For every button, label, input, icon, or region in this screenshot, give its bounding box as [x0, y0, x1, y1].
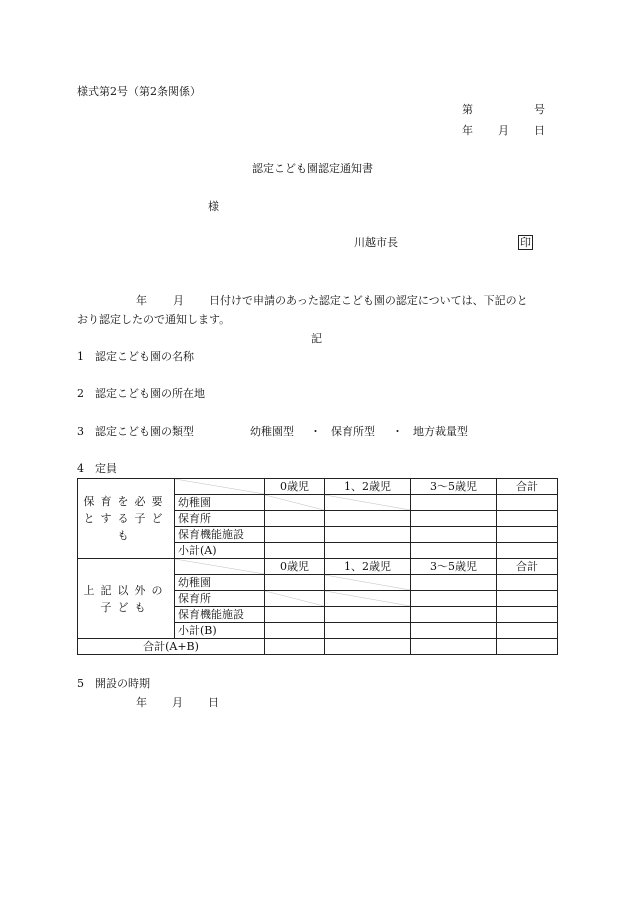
document-title: 認定こども園認定通知書 [252, 162, 373, 175]
cell-empty [411, 623, 497, 639]
section-3-label: 認定こども園の類型 [95, 425, 194, 438]
cell-empty [497, 591, 558, 607]
section-1-number: 1 [77, 350, 84, 363]
group-2-label: 上記以外の子ども [78, 559, 175, 639]
cell-empty [265, 607, 325, 623]
cell-na [265, 591, 325, 607]
date-day: 日 [534, 124, 545, 137]
seal-mark [518, 235, 533, 250]
cell-empty [411, 607, 497, 623]
cell-empty [265, 639, 325, 655]
section-4-number: 4 [77, 462, 84, 475]
cell-empty [325, 639, 411, 655]
cell-empty [265, 543, 325, 559]
cell-empty [497, 607, 558, 623]
type-option-separator: ・ [392, 425, 403, 438]
section-5-label: 開設の時期 [95, 677, 150, 690]
section-2-number: 2 [77, 387, 84, 400]
cell-empty [325, 623, 411, 639]
body-line-2: おり認定したので通知します。 [77, 313, 231, 326]
recipient-suffix: 様 [208, 200, 219, 213]
type-option-separator: ・ [310, 425, 321, 438]
cell-empty [265, 575, 325, 591]
cell-empty [497, 511, 558, 527]
seal-icon: 印 [520, 236, 531, 249]
cell-empty [265, 623, 325, 639]
cell-na [265, 495, 325, 511]
col-header-age-0: 0歳児 [265, 559, 325, 575]
col-header-age-1-2: 1、2歳児 [325, 559, 411, 575]
cell-empty [497, 639, 558, 655]
issuer-name: 川越市長 [354, 236, 398, 249]
cell-empty [497, 575, 558, 591]
opening-year: 年 [136, 696, 147, 709]
body-year: 年 [136, 294, 147, 307]
cell-empty [411, 543, 497, 559]
date-year: 年 [462, 124, 473, 137]
cell-empty [325, 543, 411, 559]
table-row [78, 559, 558, 575]
row-label-nursery: 保育所 [175, 511, 265, 527]
cell-empty [411, 495, 497, 511]
body-month: 月 [173, 294, 184, 307]
capacity-table [77, 478, 558, 655]
cell-empty [325, 527, 411, 543]
cell-empty [265, 527, 325, 543]
row-label-total: 合計(A+B) [78, 639, 265, 655]
section-2-label: 認定こども園の所在地 [95, 387, 205, 400]
ref-number-prefix: 第 [462, 103, 473, 116]
cell-na [325, 591, 411, 607]
cell-empty [497, 623, 558, 639]
cell-empty [411, 511, 497, 527]
form-number: 様式第2号（第2条関係） [77, 85, 201, 98]
row-label-kindergarten: 幼稚園 [175, 495, 265, 511]
row-label-kindergarten: 幼稚園 [175, 575, 265, 591]
ki-heading: 記 [311, 332, 322, 345]
type-option-kindergarten: 幼稚園型 [250, 425, 294, 438]
body-line-1: 日付けで申請のあった認定こども園の認定については、下記のと [209, 294, 528, 307]
opening-month: 月 [172, 696, 183, 709]
cell-empty [325, 607, 411, 623]
cell-empty [411, 527, 497, 543]
cell-empty [497, 527, 558, 543]
col-header-age-0: 0歳児 [265, 479, 325, 495]
opening-day: 日 [208, 696, 219, 709]
col-header-age-3-5: 3～5歳児 [411, 479, 497, 495]
group-1-label: 保育を必要とする子ども [78, 479, 175, 559]
header-blank-cell [175, 479, 265, 495]
cell-empty [411, 591, 497, 607]
type-option-nursery: 保育所型 [331, 425, 375, 438]
cell-na [325, 575, 411, 591]
col-header-total: 合計 [497, 479, 558, 495]
section-1-label: 認定こども園の名称 [95, 350, 194, 363]
cell-empty [497, 543, 558, 559]
type-option-local: 地方裁量型 [413, 425, 468, 438]
table-row [78, 479, 558, 495]
cell-empty [497, 495, 558, 511]
section-3-number: 3 [77, 425, 84, 438]
col-header-total: 合計 [497, 559, 558, 575]
date-month: 月 [498, 124, 509, 137]
cell-empty [325, 511, 411, 527]
cell-na [325, 495, 411, 511]
header-blank-cell [175, 559, 265, 575]
row-label-childcare-facility: 保育機能施設 [175, 527, 265, 543]
row-label-subtotal-a: 小計(A) [175, 543, 265, 559]
section-5-number: 5 [77, 677, 84, 690]
table-row [78, 639, 558, 655]
section-4-label: 定員 [95, 462, 117, 475]
row-label-nursery: 保育所 [175, 591, 265, 607]
col-header-age-1-2: 1、2歳児 [325, 479, 411, 495]
ref-number-suffix: 号 [534, 103, 545, 116]
row-label-childcare-facility: 保育機能施設 [175, 607, 265, 623]
col-header-age-3-5: 3～5歳児 [411, 559, 497, 575]
cell-empty [411, 575, 497, 591]
cell-empty [265, 511, 325, 527]
row-label-subtotal-b: 小計(B) [175, 623, 265, 639]
cell-empty [411, 639, 497, 655]
